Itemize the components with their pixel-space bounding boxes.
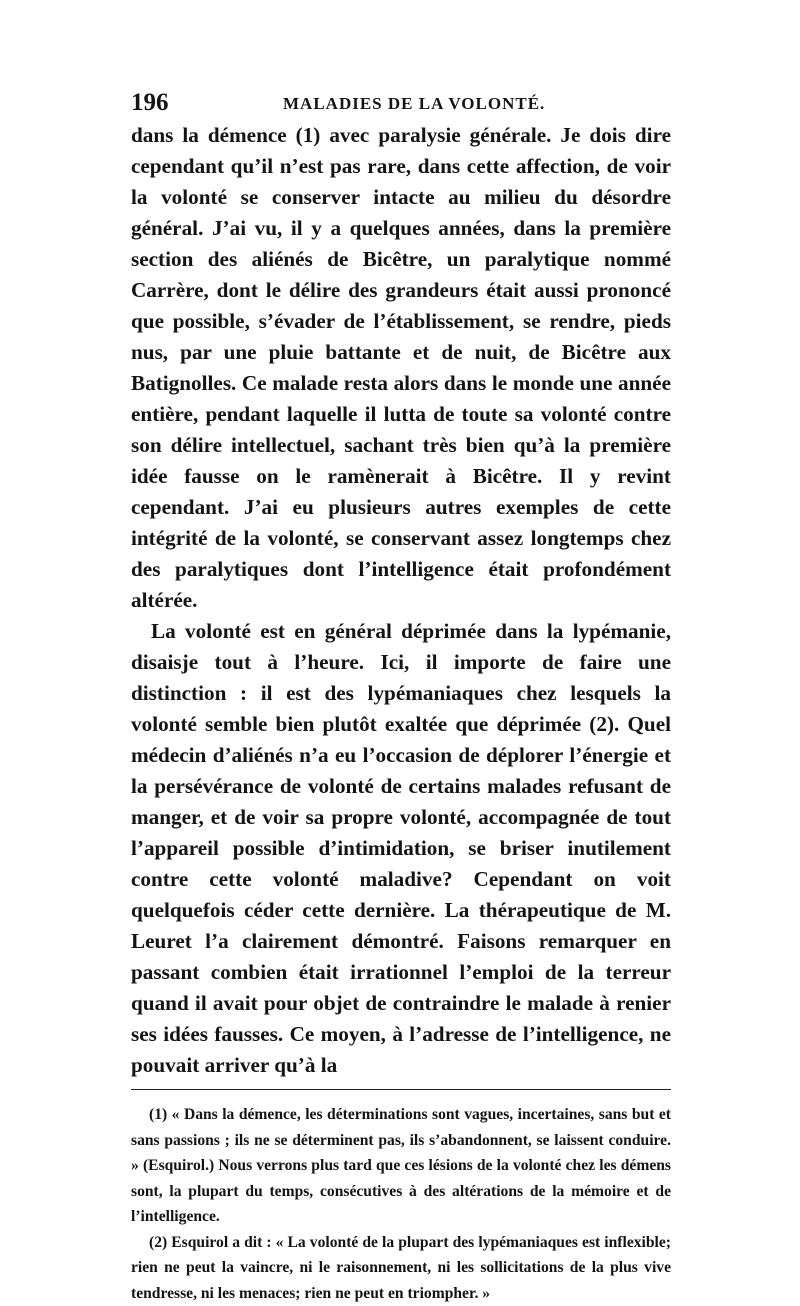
- footnote-divider: [131, 1089, 671, 1090]
- footnote: (2) Esquirol a dit : « La volonté de la plupart des lypémaniaques est inflexible; rien ne peut la vaincre, ni le raisonnement, ni les sollicitations de la plus vive tendresse, ni les menaces; rien ne peut en triompher. »: [131, 1230, 671, 1306]
- running-head: MALADIES DE LA VOLONTÉ.: [283, 94, 545, 114]
- page-number: 196: [131, 88, 169, 118]
- body-paragraph: La volonté est en général déprimée dans la lypémanie, disaisje tout à l’heure. Ici, il importe de faire une distinction : il est des lypémaniaques chez lesquels la volonté semble bien plutôt exaltée que déprimée (2). Quel médecin d’aliénés n’a eu l’occasion de déplorer l’énergie et la persévérance de volonté de certains malades refusant de manger, et de voir sa propre volonté, accompagnée de tout l’appareil possible d’intimidation, se briser inutilement contre cette volonté maladive? Cependant on voit quelquefois céder cette dernière. La thérapeutique de M. Leuret l’a clairement démontré. Faisons remarquer en passant combien était irrationnel l’emploi de la terreur quand il avait pour objet de contraindre le malade à renier ses idées fausses. Ce moyen, à l’adresse de l’intelligence, ne pouvait arriver qu’à la: [131, 616, 671, 1081]
- footnote: (1) « Dans la démence, les déterminations sont vagues, incertaines, sans but et sans passions ; ils ne se déterminent pas, ils s’abandonnent, se laissent conduire. » (Esquirol.) Nous verrons plus tard que ces lésions de la volonté chez les démens sont, la plupart du temps, consécutives à des altérations de la mémoire et de l’intelligence.: [131, 1102, 671, 1230]
- body-paragraph: dans la démence (1) avec paralysie générale. Je dois dire cependant qu’il n’est pas rare, dans cette affection, de voir la volonté se conserver intacte au milieu du désordre général. J’ai vu, il y a quelques années, dans la première section des aliénés de Bicêtre, un paralytique nommé Carrère, dont le délire des grandeurs était aussi prononcé que possible, s’évader de l’établissement, se rendre, pieds nus, par une pluie battante et de nuit, de Bicêtre aux Batignolles. Ce malade resta alors dans le monde une année entière, pendant laquelle il lutta de toute sa volonté contre son délire intellectuel, sachant très bien qu’à la première idée fausse on le ramènerait à Bicêtre. Il y revint cependant. J’ai eu plusieurs autres exemples de cette intégrité de la volonté, se conservant assez longtemps chez des paralytiques dont l’intelligence était profondément altérée.: [131, 120, 671, 616]
- body-text: [131, 120, 671, 1081]
- footnotes: [131, 1102, 671, 1306]
- book-page: [131, 88, 671, 1306]
- page-header: [131, 88, 671, 120]
